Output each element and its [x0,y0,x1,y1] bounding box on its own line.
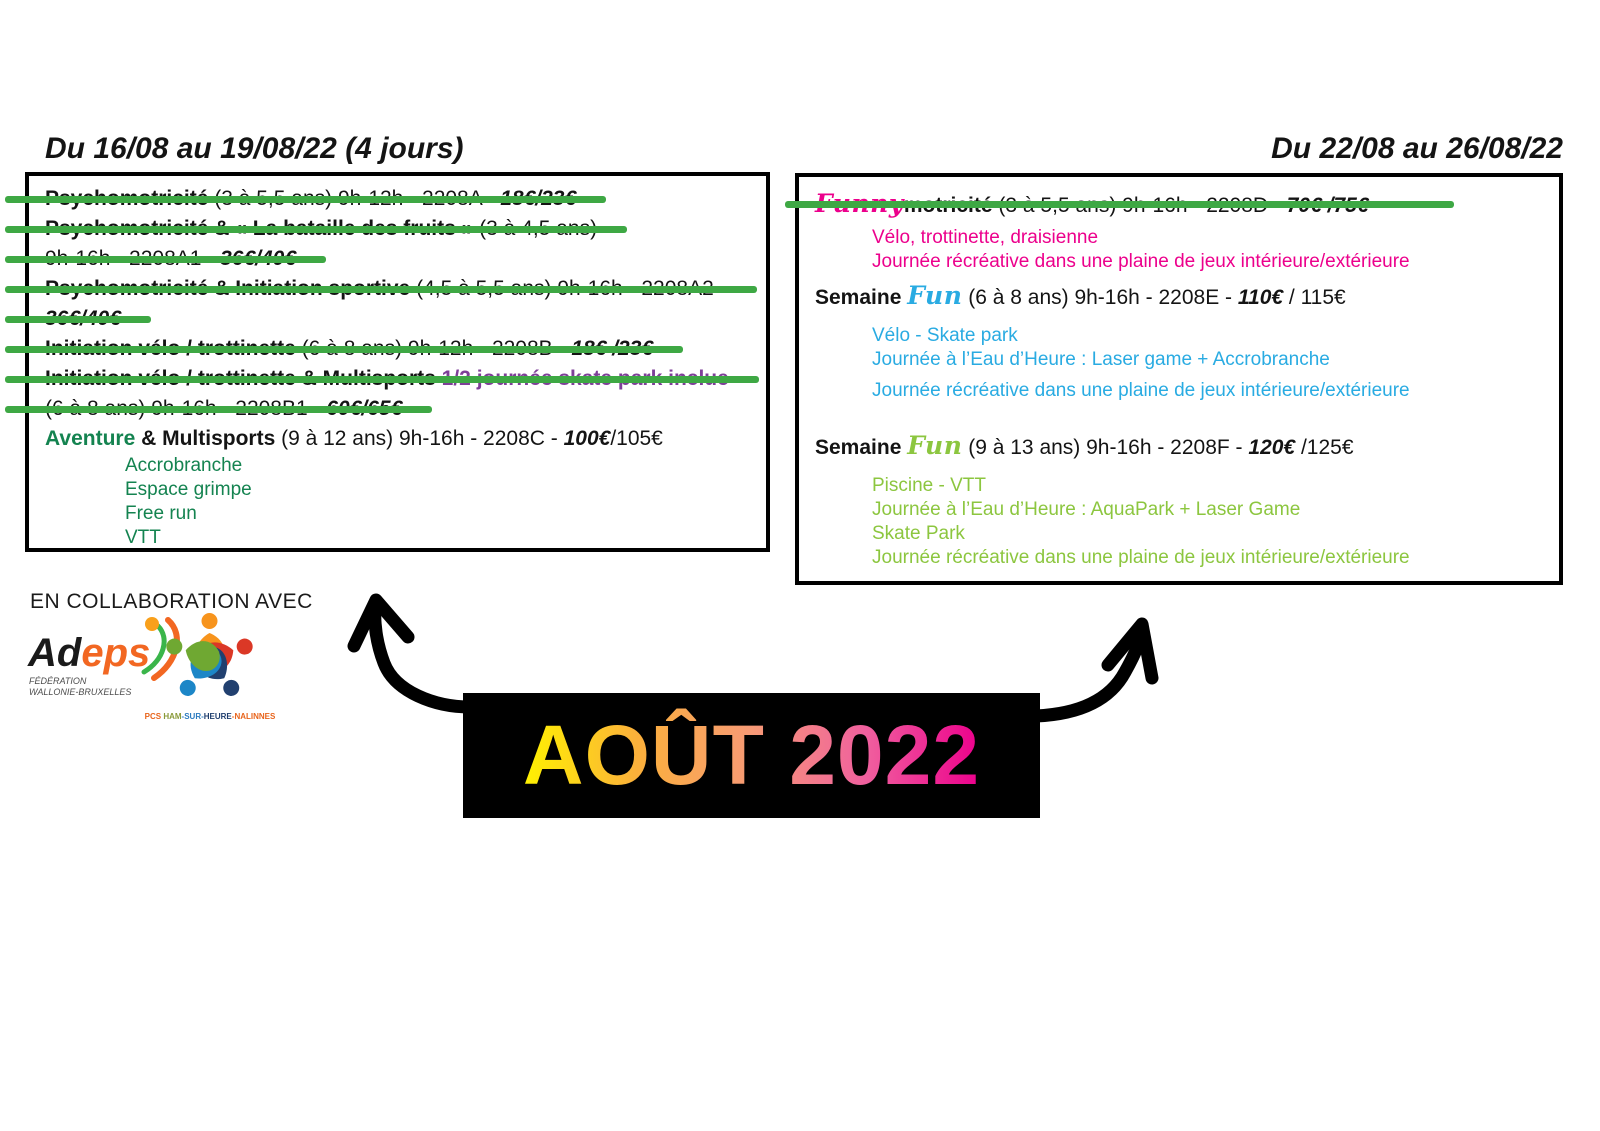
activity-line [815,281,1559,311]
activity-detail-line [45,454,766,478]
text-segment: Journée récréative dans une plaine de jeux intérieure/extérieure [872,251,1410,272]
strikethrough-line [5,286,757,293]
adeps-subtitle-2: WALLONIE-BRUXELLES [29,687,132,697]
pcs-caption-segment: HAM [163,712,182,721]
text-segment: Journée à l’Eau d’Heure : Laser game + Accrobranche [872,349,1330,370]
text-segment: / 115€ [1283,286,1346,309]
activity-line [45,184,766,214]
strikethrough-line [5,196,606,203]
pcs-caption-segment: -NALINNES [231,712,276,721]
text-segment: Piscine - VTT [872,475,987,496]
text-segment: 100€ [563,427,611,450]
right-week-title: Du 22/08 au 26/08/22 [1271,132,1563,165]
text-segment: Skate Park [872,523,965,544]
text-segment: Aventure [45,427,136,450]
activity-line [815,189,1559,219]
month-banner-label: AOÛT 2022 [522,708,981,802]
activity-detail-line [815,348,1559,372]
text-segment: Journée récréative dans une plaine de jeux intérieure/extérieure [872,547,1410,568]
adeps-logo-text-black: Adeps [28,631,151,675]
activity-detail-line [815,324,1559,348]
activity-line [45,364,766,394]
text-segment: & Multisports [135,427,282,450]
activity-line [45,214,766,244]
text-segment: /105€ [610,427,663,450]
pcs-logo [152,608,267,708]
activity-detail-line [45,526,766,550]
pcs-caption-segment: -SUR- [181,712,204,721]
strikethrough-line [5,256,326,263]
text-segment: (9 à 12 ans) 9h-16h - 2208C - [281,427,564,450]
text-segment: /125€ [1295,436,1354,459]
text-segment: VTT [125,527,161,548]
text-segment: Vélo, trottinette, draisienne [872,227,1099,248]
text-segment: 120€ [1248,436,1296,459]
text-segment: Semaine [815,436,908,459]
activity-line [45,394,766,424]
activity-detail-line [45,502,766,526]
activity-detail-line [815,226,1559,250]
text-segment: Semaine [815,286,908,309]
right-week-schedule-box [795,173,1563,585]
left-week-schedule-box [25,172,770,552]
text-segment: (6 à 8 ans) 9h-16h - 2208E - [962,286,1238,309]
activity-detail-line [815,522,1559,546]
pcs-caption-segment: HEURE [203,712,232,721]
text-segment: (9 à 13 ans) 9h-16h - 2208F - [962,436,1249,459]
left-week-title: Du 16/08 au 19/08/22 (4 jours) [45,132,464,165]
activity-line [45,244,766,274]
activity-line [45,274,766,304]
activity-detail-line [815,250,1559,274]
text-segment: 110€ [1237,286,1284,309]
activity-line [45,424,766,454]
text-segment: Accrobranche [125,455,243,476]
text-segment: Free run [125,503,197,524]
strikethrough-line [5,406,432,413]
activity-detail-line [815,474,1559,498]
collaboration-heading: EN COLLABORATION AVEC [30,590,313,613]
text-segment: Journée à l’Eau d’Heure : AquaPark + Laser Game [872,499,1301,520]
activity-detail-line [45,478,766,502]
strikethrough-line [5,226,627,233]
activity-detail-line [815,498,1559,522]
pcs-caption-segment: PCS [144,712,164,721]
activity-line [815,431,1559,461]
adeps-subtitle-1: FÉDÉRATION [29,676,87,686]
activity-line [45,304,766,334]
activity-detail-line [815,379,1559,403]
text-segment: Espace grimpe [125,479,252,500]
pcs-logo-caption [140,712,280,721]
text-segment: Fun [907,281,963,310]
month-banner [463,693,1040,818]
strikethrough-line [5,316,151,323]
text-segment: Fun [907,431,963,460]
strikethrough-line [5,346,683,353]
text-segment: Vélo - Skate park [872,325,1018,346]
strikethrough-line [785,201,1454,208]
strikethrough-line [5,376,759,383]
text-segment: Journée récréative dans une plaine de jeux intérieure/extérieure [872,380,1410,401]
activity-line [45,334,766,364]
